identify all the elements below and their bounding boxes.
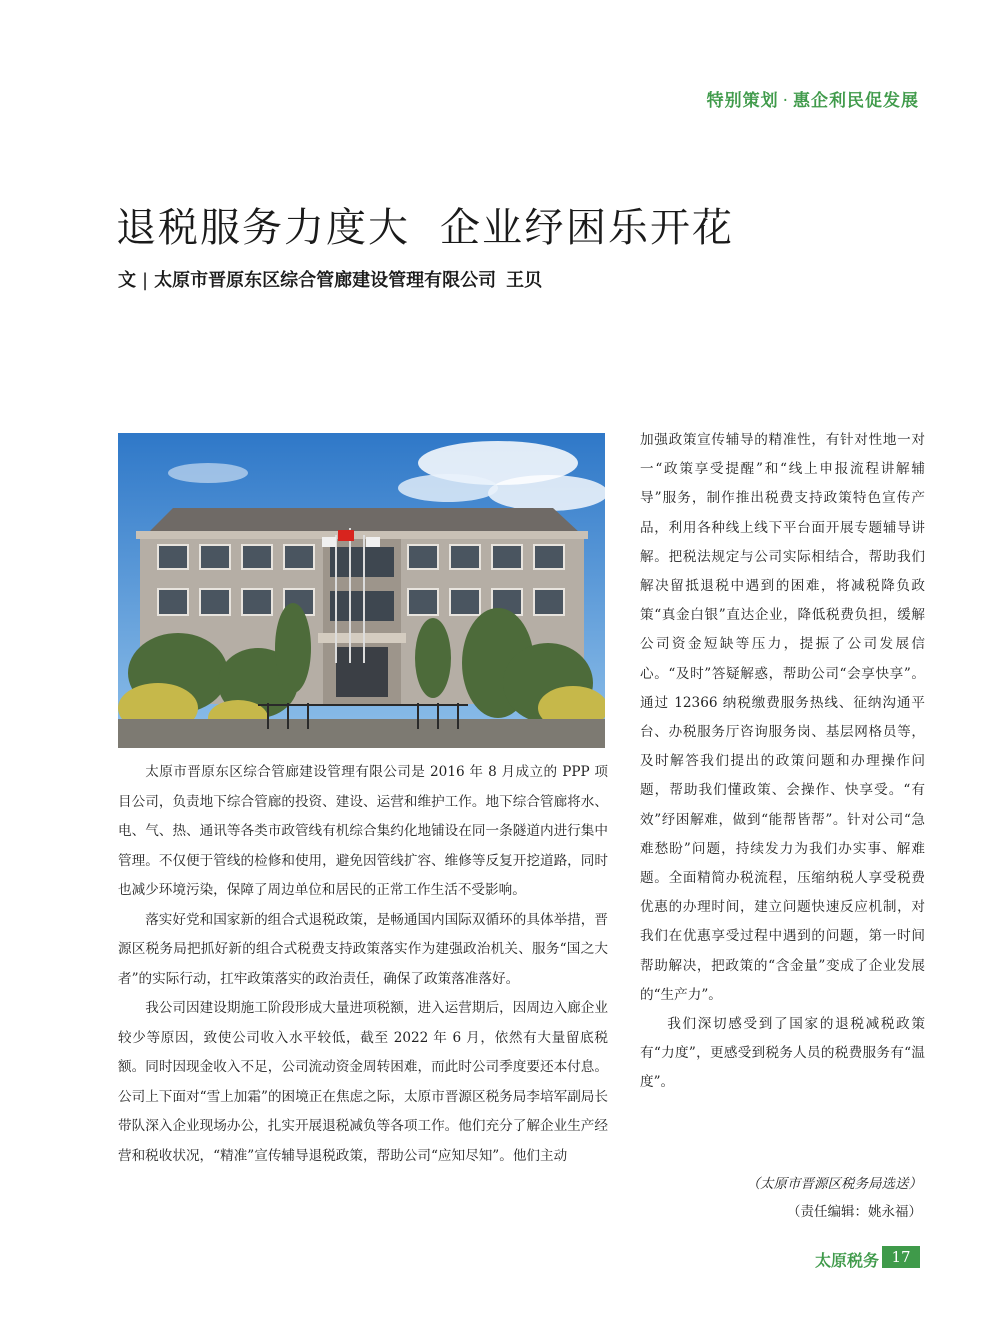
byline-bar: | [142,270,149,291]
article-title-part2: 企业纾困乐开花 [440,205,734,251]
article-title [116,196,734,253]
source-note: （太原市晋源区税务局选送） [746,1176,922,1192]
byline-prefix: 文 [118,270,136,291]
article-body-right-column [640,426,925,1098]
building-photo [118,433,605,748]
section-label: 特别策划 [706,91,779,111]
section-separator: · [782,91,789,111]
byline-organization: 太原市晋原东区综合管廊建设管理有限公司 [154,270,497,291]
body-paragraph: 我公司因建设期施工阶段形成大量进项税额，进入运营期后，因周边入廊企业较少等原因，致使公司收入水平较低，截至 2022 年 6 月，依然有大量留底税额。同时因现金收入不足，公司流动资金周转困难，而此时公司季度要还本付息。公司上下面对“雪上加霜”的困境正在焦虑之际，太原市晋源区税务局李培军副局长带队深入企业现场办公，扎实开展退税减负等各项工作。他们充分了解企业生产经营和税收状况，“精准”宣传辅导退税政策，帮助公司“应知尽知”。他们主动 [118,1000,608,1164]
page-number: 17 [882,1246,920,1268]
section-topic: 惠企利民促发展 [793,91,919,111]
article-body-left-column [118,758,608,1171]
article-title-part1: 退税服务力度大 [116,205,410,251]
byline-author: 王贝 [506,270,543,291]
body-paragraph: 我们深切感受到了国家的退税减税政策有“力度”，更感受到税务人员的税费服务有“温度”。 [640,1016,925,1091]
body-paragraph-continued: 加强政策宣传辅导的精准性，有针对性地一对一“政策享受提醒”和“线上申报流程讲解辅导”服务，制作推出税费支持政策特色宣传产品，利用各种线上线下平台面开展专题辅导讲解。把税法规定与公司实际相结合，帮助我们解决留抵退税中遇到的困难，将减税降负政策“真金白银”直达企业，降低税费负担，缓解公司资金短缺等压力，提振了公司发展信心。“及时”答疑解惑，帮助公司“会享快享”。通过 12366 纳税缴费服务热线、征纳沟通平台、办税服务厅咨询服务岗、基层网格员等，及时解答我们提出的政策问题和办理操作问题，帮助我们懂政策、会操作、快享受。“有效”纾困解难，做到“能帮皆帮”。针对公司“急难愁盼”问题，持续发力为我们办实事、解难题。全面精简办税流程，压缩纳税人享受税费优惠的办理时间，建立问题快速反应机制，对我们在优惠享受过程中遇到的问题，第一时间帮助解决，把政策的“含金量”变成了企业发展的“生产力”。 [640,432,925,1003]
section-header [707,86,919,111]
article-byline [118,266,542,292]
editor-note: （责任编辑：姚永福） [787,1204,922,1220]
body-paragraph: 落实好党和国家新的组合式退税政策，是畅通国内国际双循环的具体举措，晋源区税务局把抓好新的组合式税费支持政策落实作为建强政治机关、服务“国之大者”的实际行动，扛牢政策落实的政治责任，确保了政策落准落好。 [118,911,608,987]
magazine-name: 太原税务 [814,1251,879,1270]
body-paragraph: 太原市晋原东区综合管廊建设管理有限公司是 2016 年 8 月成立的 PPP 项目公司，负责地下综合管廊的投资、建设、运营和维护工作。地下综合管廊将水、电、气、热、通讯等各类市政管线有机综合集约化地铺设在同一条隧道内进行集中管理。不仅便于管线的检修和使用，避免因管线扩容、维修等反复开挖道路，同时也减少环境污染，保障了周边单位和居民的正常工作生活不受影响。 [118,764,608,898]
